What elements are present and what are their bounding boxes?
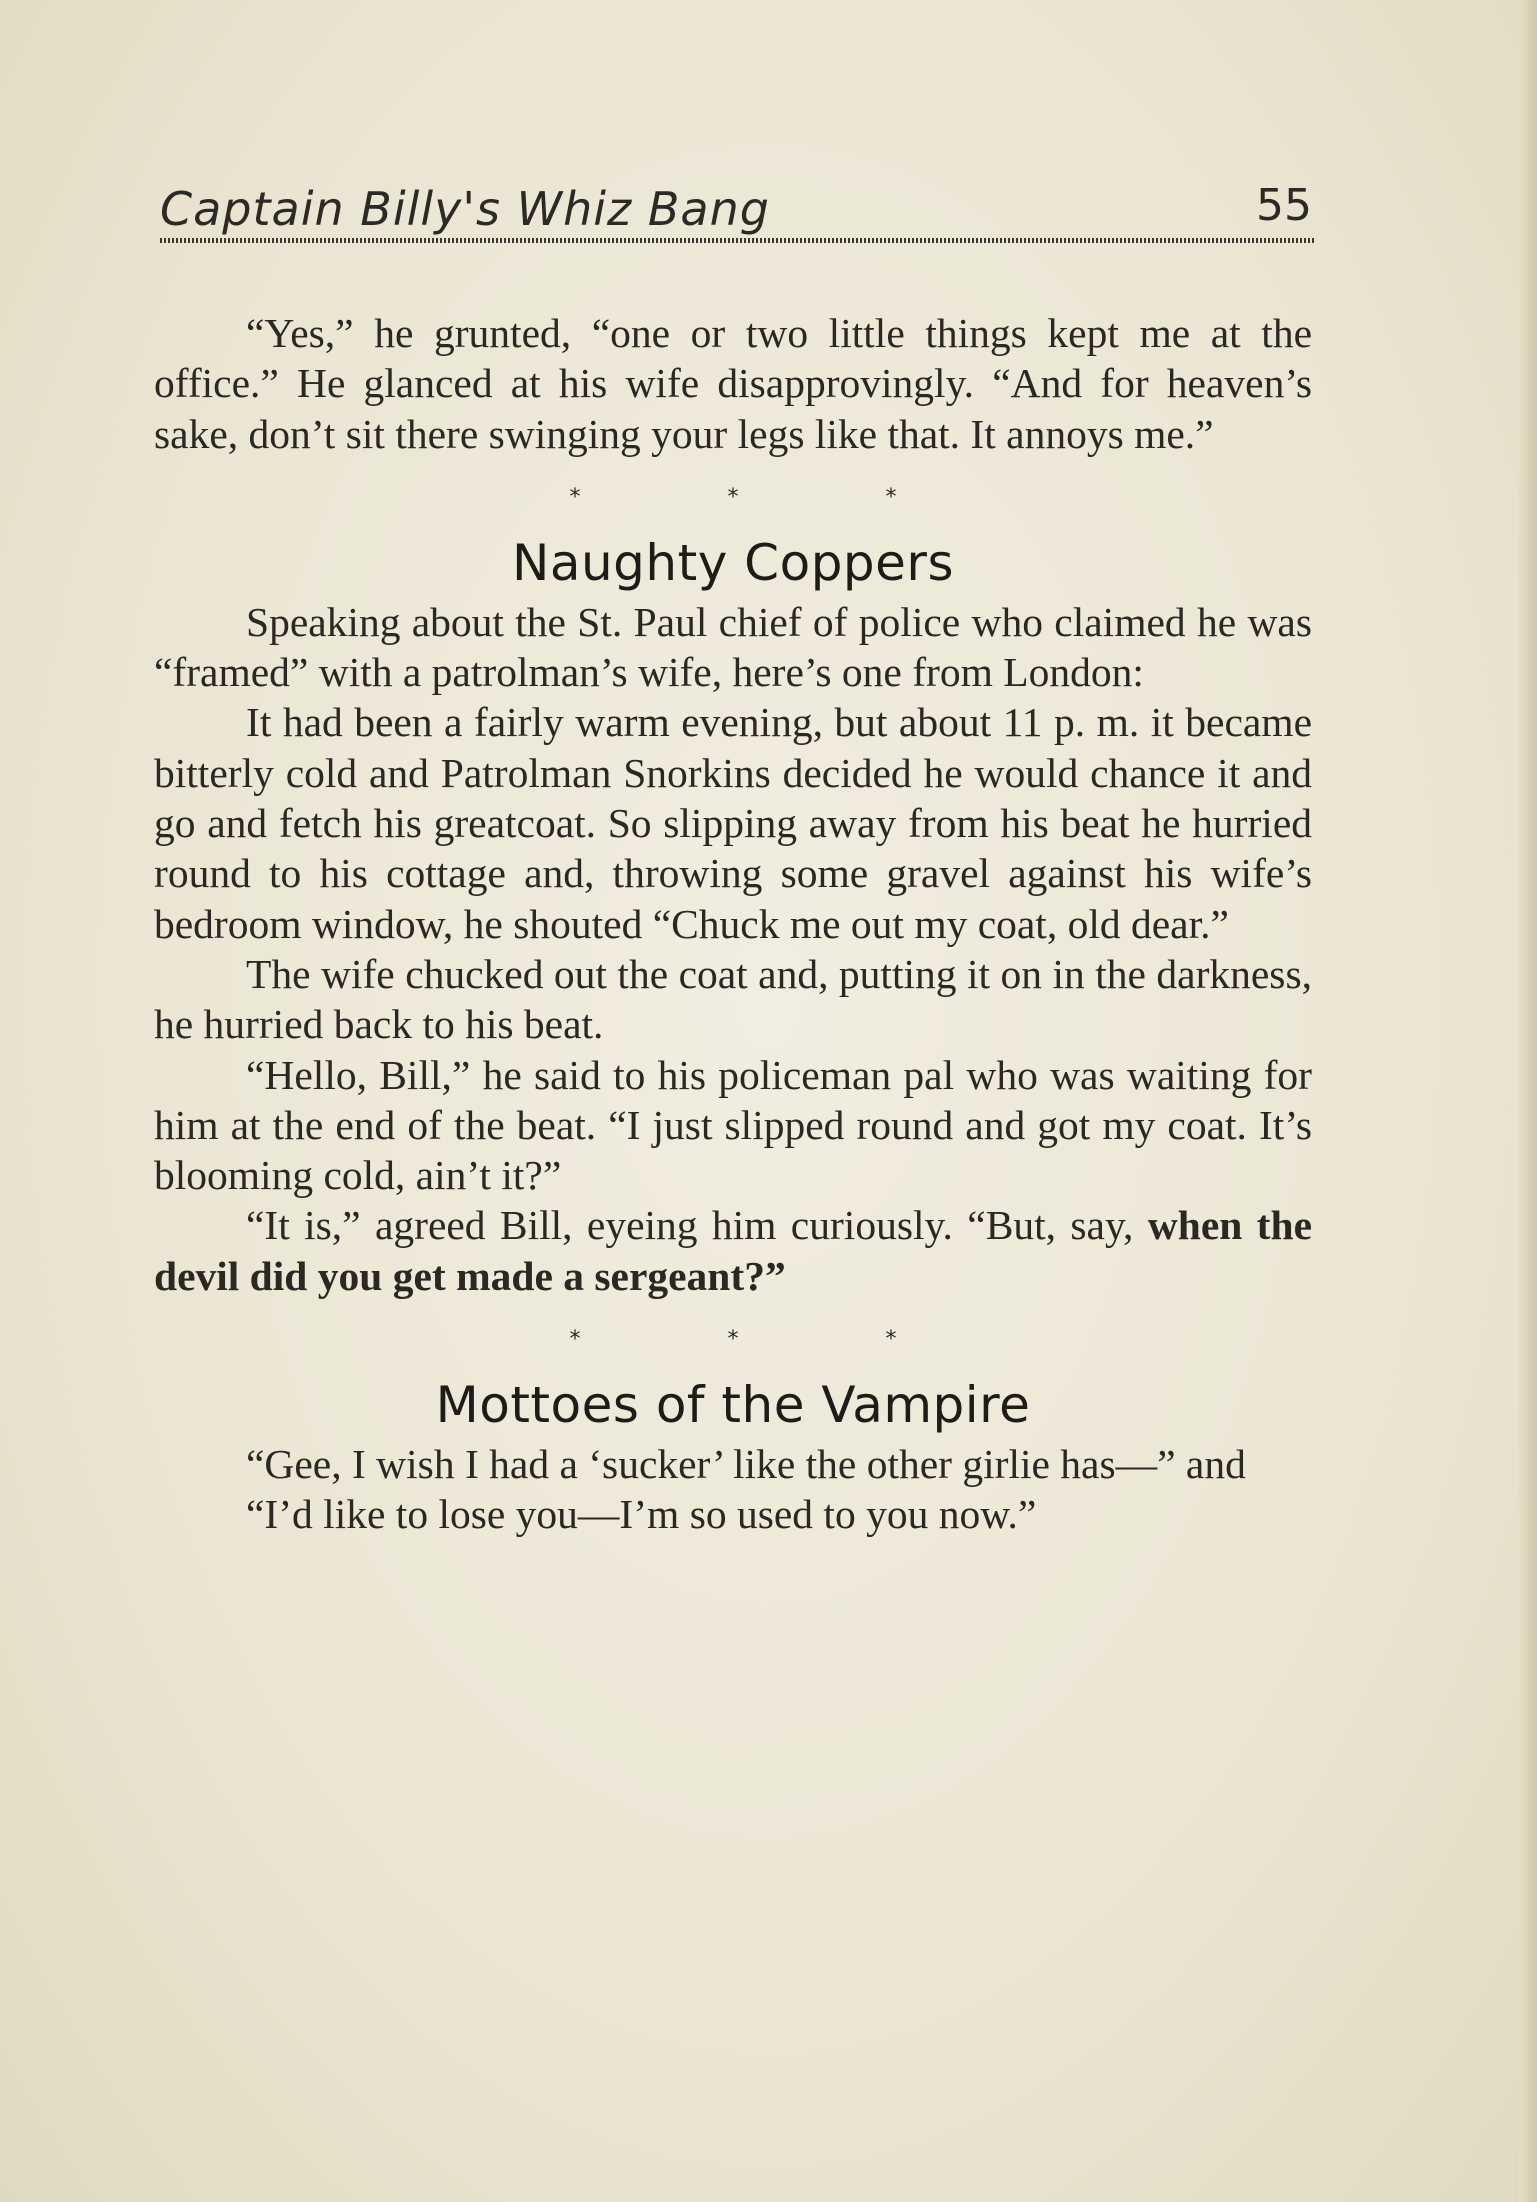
story-paragraph: Speaking about the St. Paul chief of police who claimed he was “framed” with a patrolman’s wife, here’s one from London: (154, 598, 1312, 696)
motto-paragraph: “I’d like to lose you—I’m so used to you now.” (246, 1491, 1037, 1538)
section-separator: * * * (569, 1327, 967, 1353)
motto-paragraph: “Gee, I wish I had a ‘sucker’ like the other girlie has—” and (246, 1441, 1246, 1488)
punchline-paragraph (154, 1200, 1312, 1301)
running-header (160, 178, 1316, 244)
page-body (154, 308, 1312, 1540)
page-number: 55 (1256, 180, 1312, 231)
punchline-setup: “It is,” agreed Bill, eyeing him curiously. “But, say, (246, 1202, 1134, 1249)
story-paragraph: “Hello, Bill,” he said to his policeman pal who was waiting for him at the end of the beat. “I just slipped round and got my coat. It’s blooming cold, ain’t it?” (154, 1051, 1312, 1199)
story-paragraph: The wife chucked out the coat and, putting it on in the darkness, he hurried back to his beat. (154, 950, 1312, 1048)
header-rule (160, 238, 1316, 243)
section-separator: * * * (569, 484, 967, 510)
publication-title: Captain Billy's Whiz Bang (160, 182, 770, 236)
section-heading: Naughty Coppers (511, 533, 955, 592)
section-heading: Mottoes of the Vampire (435, 1376, 1031, 1435)
page-edge (1519, 0, 1537, 2202)
punchline-bold: when the devil did you get made a sergeant?” (154, 1202, 1312, 1299)
story-paragraph: It had been a fairly warm evening, but about 11 p. m. it became bitterly cold and Patrolman Snorkins decided he would chance it and go and fetch his greatcoat. So slipping away from his beat he hurried round to his cottage and, throwing some gravel against his wife’s bedroom window, he shouted “Chuck me out my coat, old dear.” (154, 699, 1312, 947)
intro-paragraph: “Yes,” he grunted, “one or two little things kept me at the office.” He glanced at his wife disapprovingly. “And for heaven’s sake, don’t sit there swinging your legs like that. It annoys me.” (154, 310, 1312, 457)
